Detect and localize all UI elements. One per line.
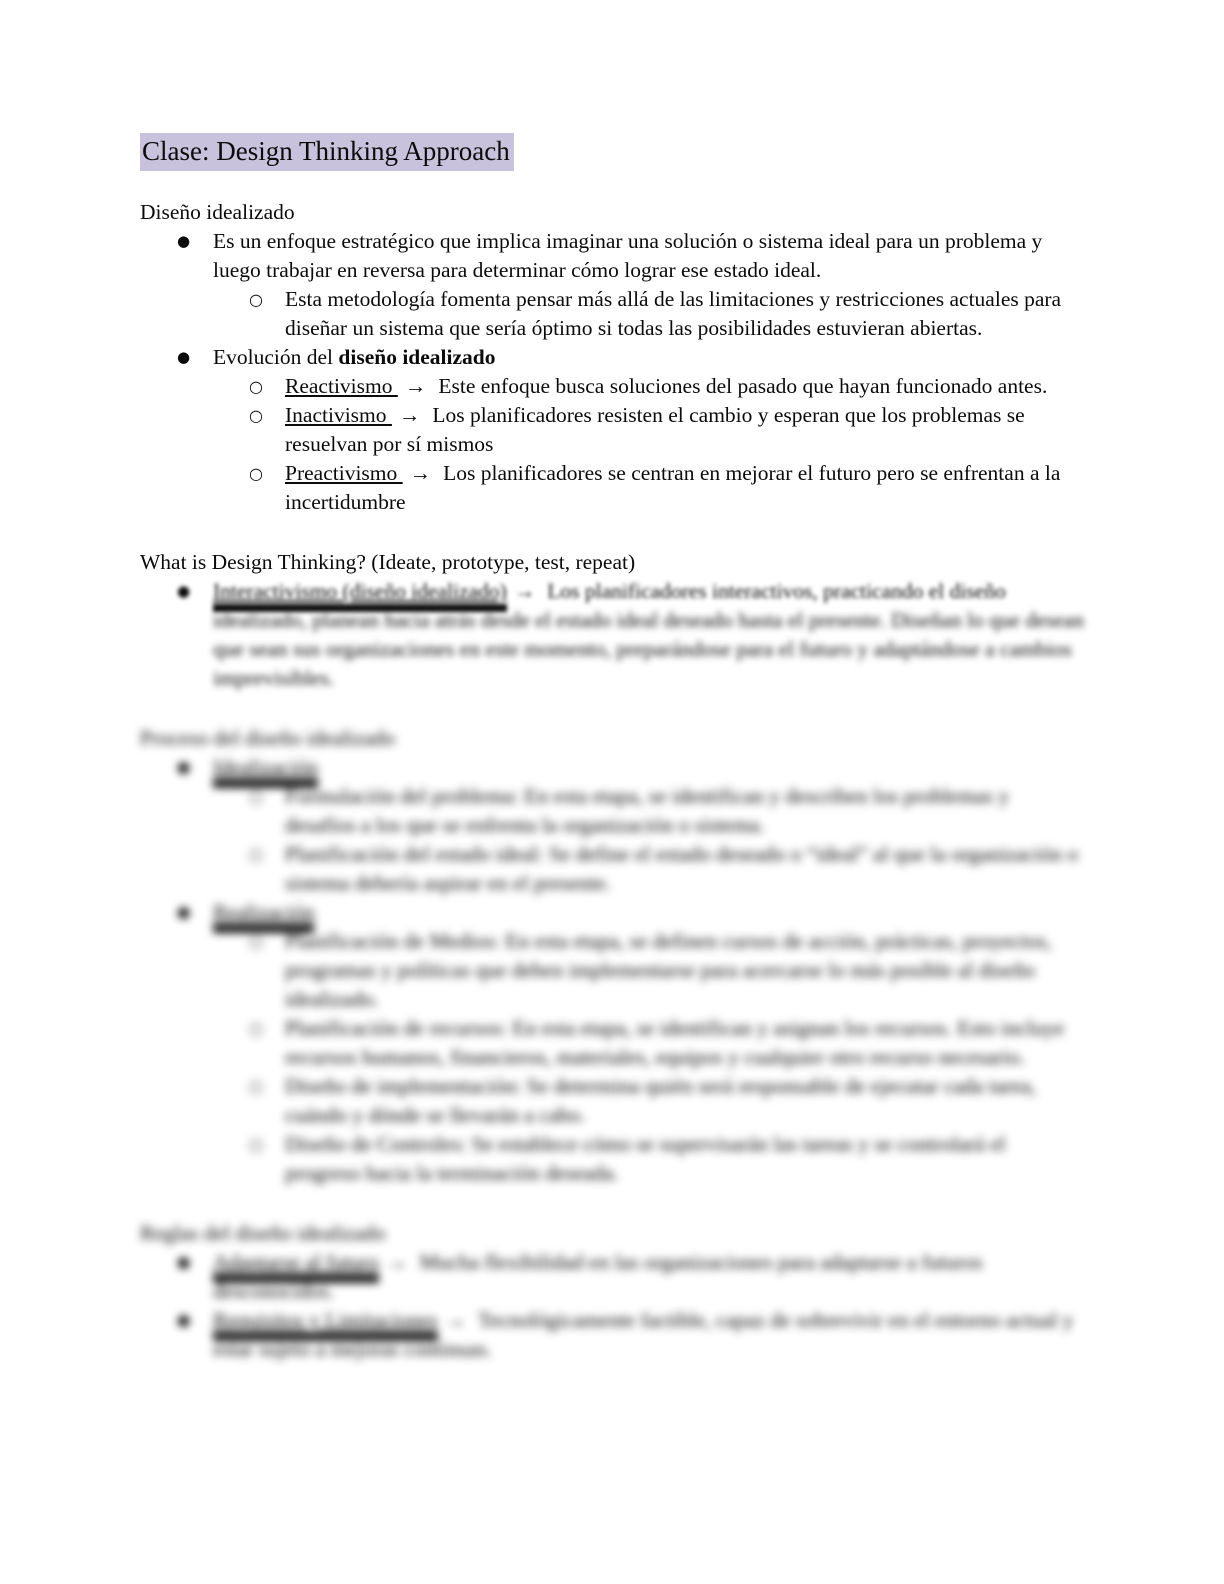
list-item-text: Planificación de recursos: En esta etapa, se identifican y asignan los recursos. Esto incluye recursos humanos, financieros, materiales, equipos y cualquier otro recurso necesario.	[285, 1016, 1065, 1069]
list-item-blurred	[140, 1248, 1084, 1306]
arrow-icon: →	[398, 403, 421, 427]
bullet-hollow-icon: ○	[249, 464, 263, 483]
list-item-blurred	[140, 840, 1084, 898]
arrow-icon: →	[513, 579, 536, 603]
list-item	[140, 401, 1084, 459]
list-item	[140, 459, 1084, 517]
list-item	[140, 227, 1084, 285]
underlined-term: Idealización	[213, 755, 318, 788]
section-design-thinking	[140, 548, 1084, 693]
title-highlight: Clase: Design Thinking Approach	[140, 133, 514, 171]
list-item-blurred	[140, 782, 1084, 840]
bullet-hollow-icon: ○	[249, 1019, 263, 1038]
list-item-text: Diseño de Controles: Se establece cómo se supervisarán las tareas y se controlará el progreso hacia la terminación deseada.	[285, 1132, 1006, 1185]
list-item-blurred	[140, 577, 1084, 693]
underlined-term: Interactivismo (diseño idealizado)	[213, 579, 507, 612]
section-heading-process: Proceso del diseño idealizado	[140, 726, 395, 750]
underlined-term: Requisitos y Limitaciones	[213, 1308, 438, 1341]
bold-term: diseño idealizado	[338, 345, 496, 369]
list-item-blurred	[140, 1130, 1084, 1188]
underlined-term: Preactivismo	[285, 461, 403, 485]
bullet-hollow-icon: ○	[249, 787, 263, 806]
list-item-text: Tecnológicamente factible, capaz de sobrevivir en el entorno actual y estar sujeto a mejoras continuas.	[213, 1308, 1074, 1361]
underlined-term: Realización	[213, 900, 314, 933]
list-item-blurred	[140, 1072, 1084, 1130]
list-item-text: Esta metodología fomenta pensar más allá de las limitaciones y restricciones actuales para diseñar un sistema que sería óptimo si todas las posibilidades estuvieran abiertas.	[285, 287, 1062, 340]
arrow-icon: →	[444, 1308, 467, 1332]
bullet-hollow-icon: ○	[249, 290, 263, 309]
list-item-text: Diseño de implementación: Se determina quién será responsable de ejecutar cada tarea, cuándo y dónde se llevarán a cabo.	[285, 1074, 1036, 1127]
bullet-filled-icon: ●	[177, 1253, 191, 1271]
page-title	[140, 132, 1084, 170]
list-item	[140, 285, 1084, 343]
list-item-blurred	[140, 927, 1084, 1014]
bullet-hollow-icon: ○	[249, 932, 263, 951]
list-item-blurred	[140, 1014, 1084, 1072]
arrow-icon: →	[385, 1250, 408, 1274]
underlined-term: Inactivismo	[285, 403, 392, 427]
list-item-text: Planificación del estado ideal: Se define el estado deseado o “ideal” al que la organización o sistema debería aspirar en el presente.	[285, 842, 1078, 895]
list-item-blurred	[140, 1306, 1084, 1364]
bullet-hollow-icon: ○	[249, 377, 263, 396]
underlined-term: Adaptarse al futuro	[213, 1250, 379, 1283]
list-item-text: Los planificadores resisten el cambio y esperan que los problemas se resuelvan por sí mismos	[285, 403, 1025, 456]
arrow-icon: →	[409, 461, 432, 485]
list-item-text: Evolución del	[213, 345, 339, 369]
list-item	[140, 343, 1084, 372]
blurred-text-light	[213, 579, 1006, 603]
section-heading-idealized: Diseño idealizado	[140, 200, 295, 224]
arrow-icon: →	[404, 374, 427, 398]
bullet-filled-icon: ●	[177, 232, 191, 250]
section-heading-design-thinking: What is Design Thinking? (Ideate, prototype, test, repeat)	[140, 550, 636, 574]
bullet-hollow-icon: ○	[249, 845, 263, 864]
list-item-blurred	[140, 753, 1084, 782]
section-idealized-design	[140, 198, 1084, 517]
list-item-text: Los planificadores se centran en mejorar el futuro pero se enfrentan a la incertidumbre	[285, 461, 1061, 514]
list-item-blurred	[140, 898, 1084, 927]
list-item-text: Los planificadores interactivos, practicando el diseño	[547, 579, 1006, 603]
list-item-text: Es un enfoque estratégico que implica imaginar una solución o sistema ideal para un problema y luego trabajar en reversa para determinar cómo lograr ese estado ideal.	[213, 229, 1043, 282]
underlined-term: Reactivismo	[285, 374, 398, 398]
bullet-hollow-icon: ○	[249, 406, 263, 425]
section-heading-rules: Reglas del diseño idealizado	[140, 1221, 386, 1245]
list-item-text: Formulación del problema: En esta etapa, se identifican y describen los problemas y desafíos a los que se enfrenta la organización o sistema.	[285, 784, 1010, 837]
bullet-hollow-icon: ○	[249, 1135, 263, 1154]
bullet-filled-icon: ●	[177, 1311, 191, 1329]
section-rules-blurred	[140, 1219, 1084, 1364]
list-item-text: Planificación de Medios: En esta etapa, se definen cursos de acción, prácticas, proyectos, programas y políticas que deben implementarse para acercarse lo más posible al diseño idealizado.	[285, 929, 1052, 1011]
list-item	[140, 372, 1084, 401]
bullet-filled-icon: ●	[177, 348, 191, 366]
section-process-blurred	[140, 724, 1084, 1188]
bullet-filled-icon: ●	[177, 582, 191, 600]
bullet-filled-icon: ●	[177, 903, 191, 921]
bullet-filled-icon: ●	[177, 758, 191, 776]
list-item-text: Mucha flexibilidad en las organizaciones para adaptarse a futuros desconocidos.	[213, 1250, 983, 1303]
bullet-hollow-icon: ○	[249, 1077, 263, 1096]
blurred-text-heavy: idealizado, planean hacia atrás desde el estado ideal deseado hasta el presente. Diseñan lo que desean que sean sus organizaciones en este momento, preparándose para el futuro y adaptándose a cambios imprevisibles.	[213, 608, 1084, 690]
list-item-text: Este enfoque busca soluciones del pasado que hayan funcionado antes.	[438, 374, 1048, 398]
